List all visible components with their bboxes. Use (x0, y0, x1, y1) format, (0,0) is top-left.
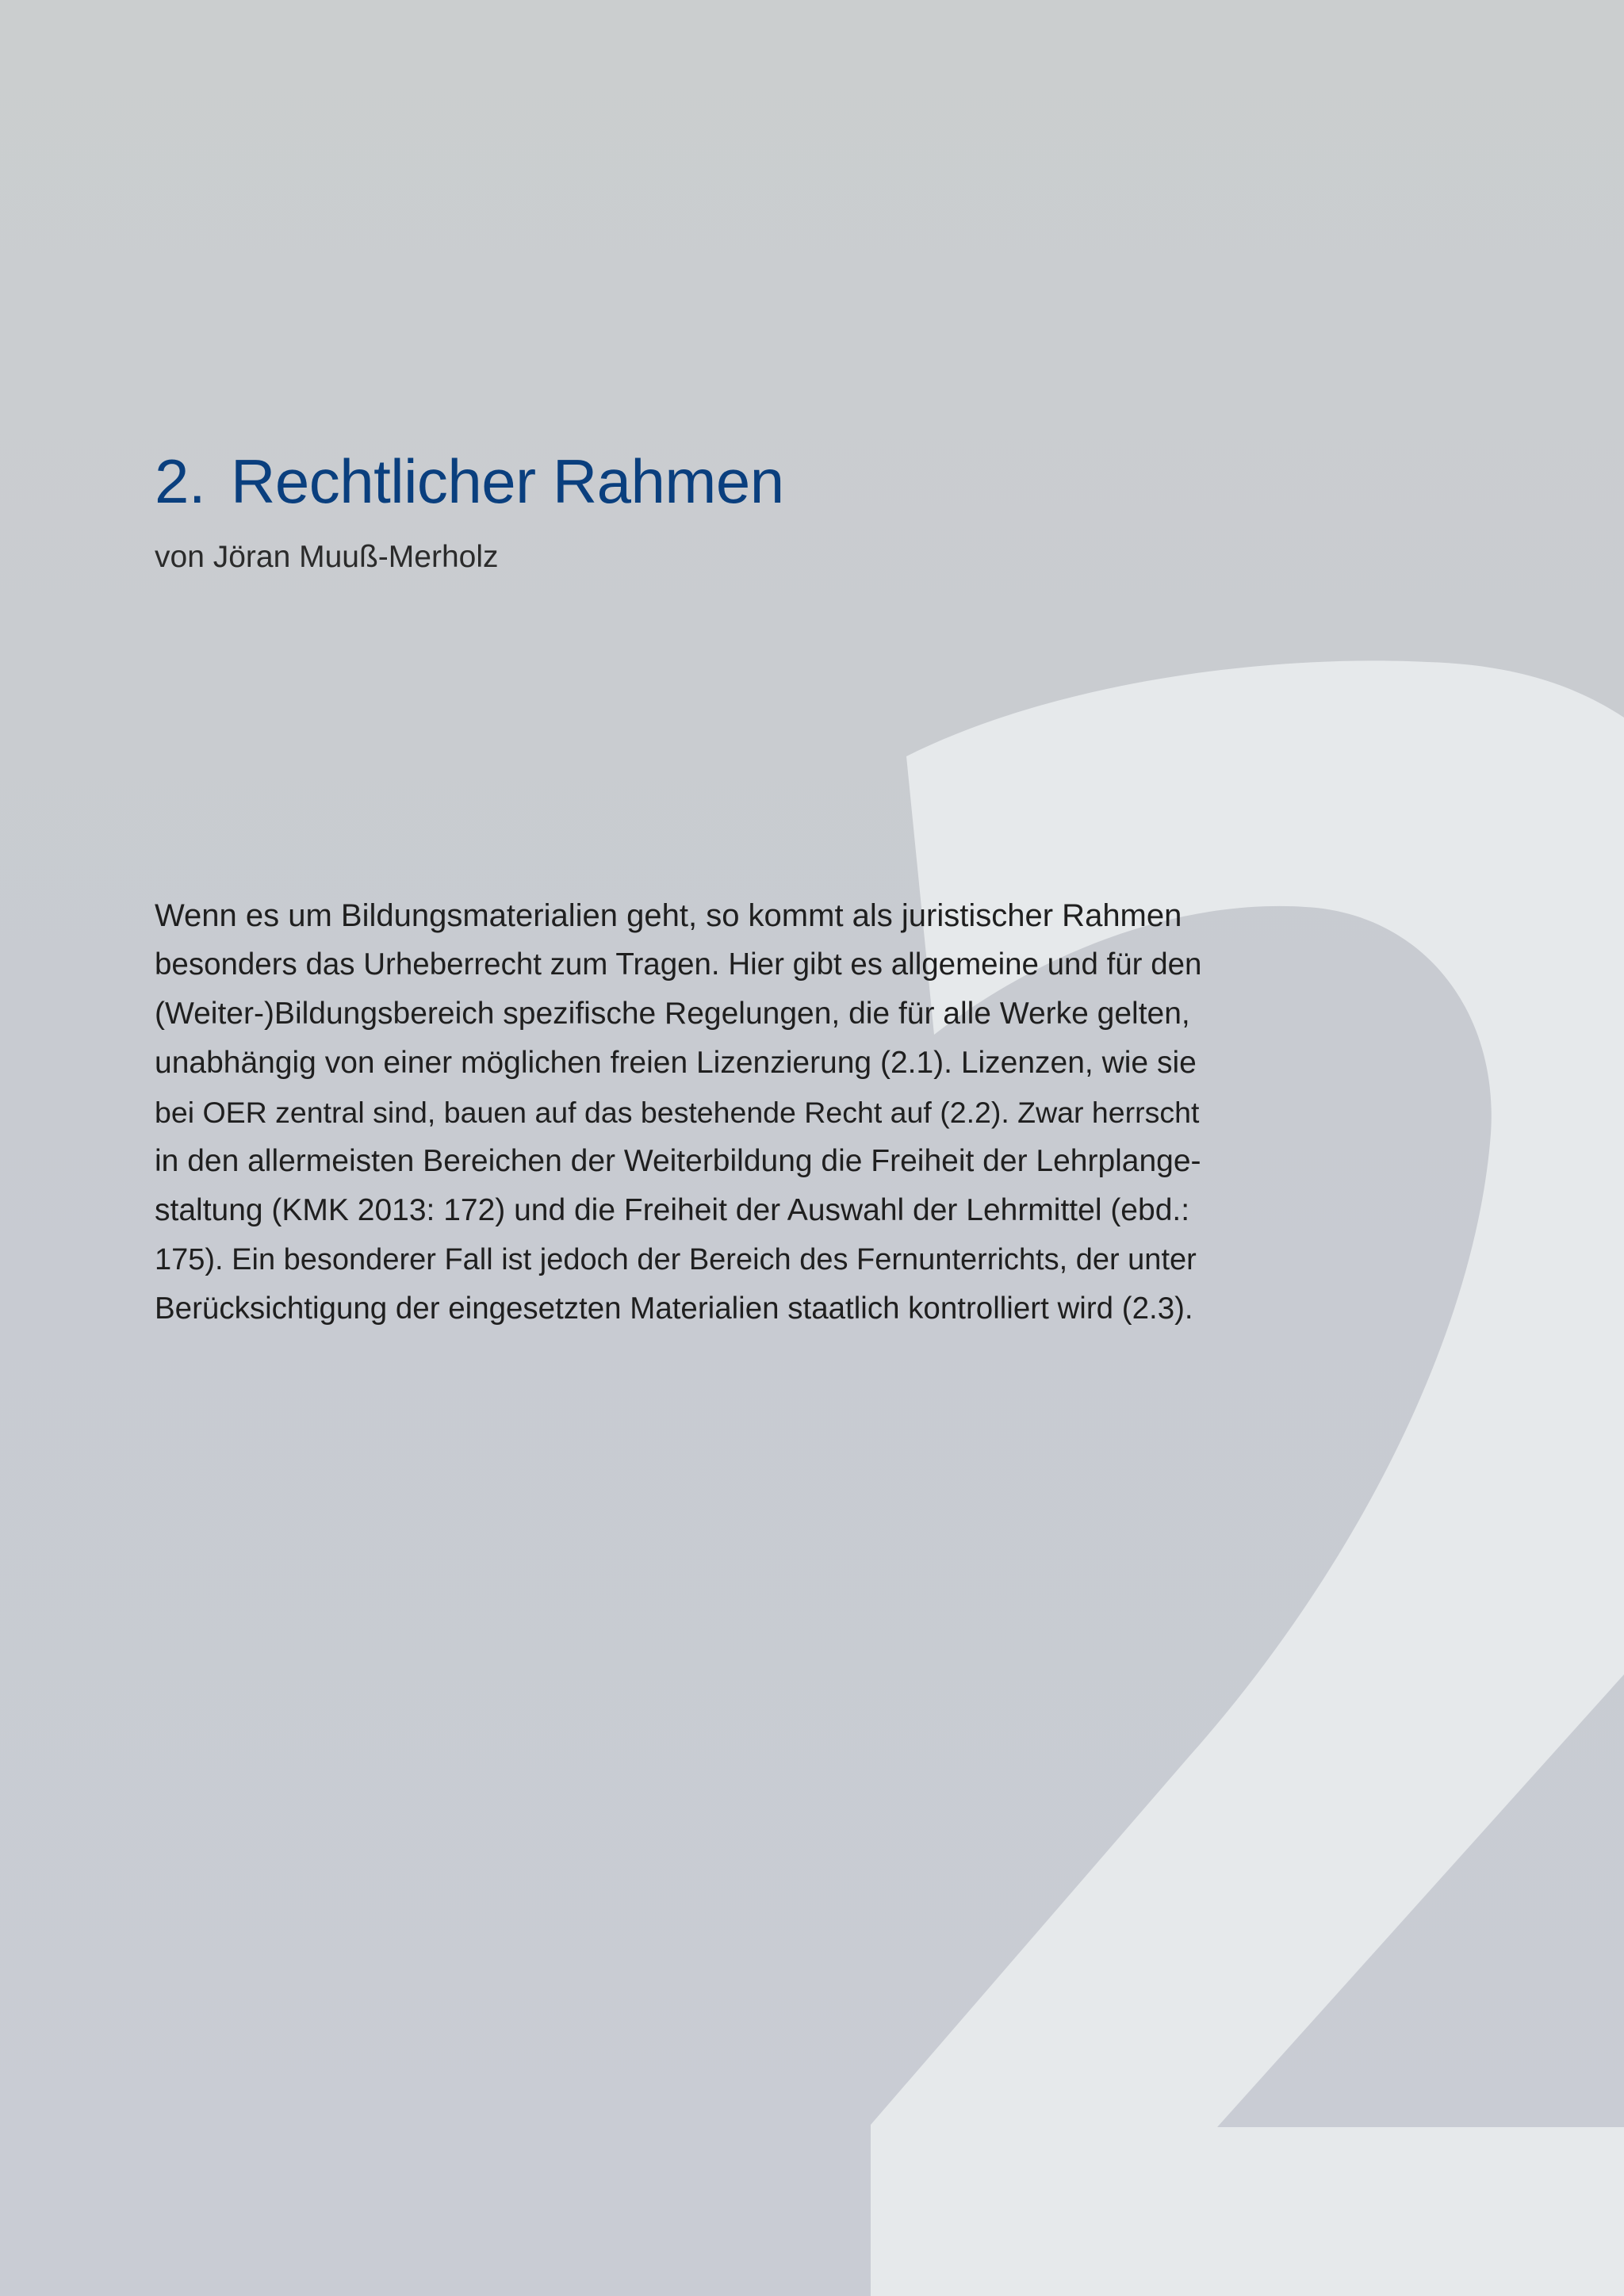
chapter-title: Rechtlicher Rahmen (231, 446, 784, 516)
chapter-number: 2. (155, 446, 206, 516)
intro-line: (Weiter-)Bildungsbereich spezifische Regelungen, die für alle Werke gelten, (155, 997, 1190, 1031)
intro-line: Wenn es um Bildungsmaterialien geht, so kommt als juristischer Rahmen (155, 898, 1182, 933)
intro-paragraph (155, 891, 1201, 1334)
intro-line: bei OER zentral sind, bauen auf das bestehende Recht auf (2.2). Zwar herrscht (155, 1096, 1200, 1129)
intro-line: besonders das Urheberrecht zum Tragen. Hier gibt es allgemeine und für den (155, 947, 1202, 982)
chapter-heading (155, 448, 784, 516)
chapter-author: von Jöran Muuß-Merholz (155, 540, 499, 574)
intro-line: 175). Ein besonderer Fall ist jedoch der Bereich des Fernunterrichts, der unter (155, 1243, 1197, 1276)
intro-line: in den allermeisten Bereichen der Weiterbildung die Freiheit der Lehrplange- (155, 1144, 1201, 1178)
intro-line: Berücksichtigung der eingesetzten Materialien staatlich kontrolliert wird (2.3). (155, 1292, 1193, 1326)
intro-line: staltung (KMK 2013: 172) und die Freiheit der Auswahl der Lehrmittel (ebd.: (155, 1193, 1190, 1227)
intro-line: unabhängig von einer möglichen freien Lizenzierung (2.1). Lizenzen, wie sie (155, 1046, 1197, 1080)
